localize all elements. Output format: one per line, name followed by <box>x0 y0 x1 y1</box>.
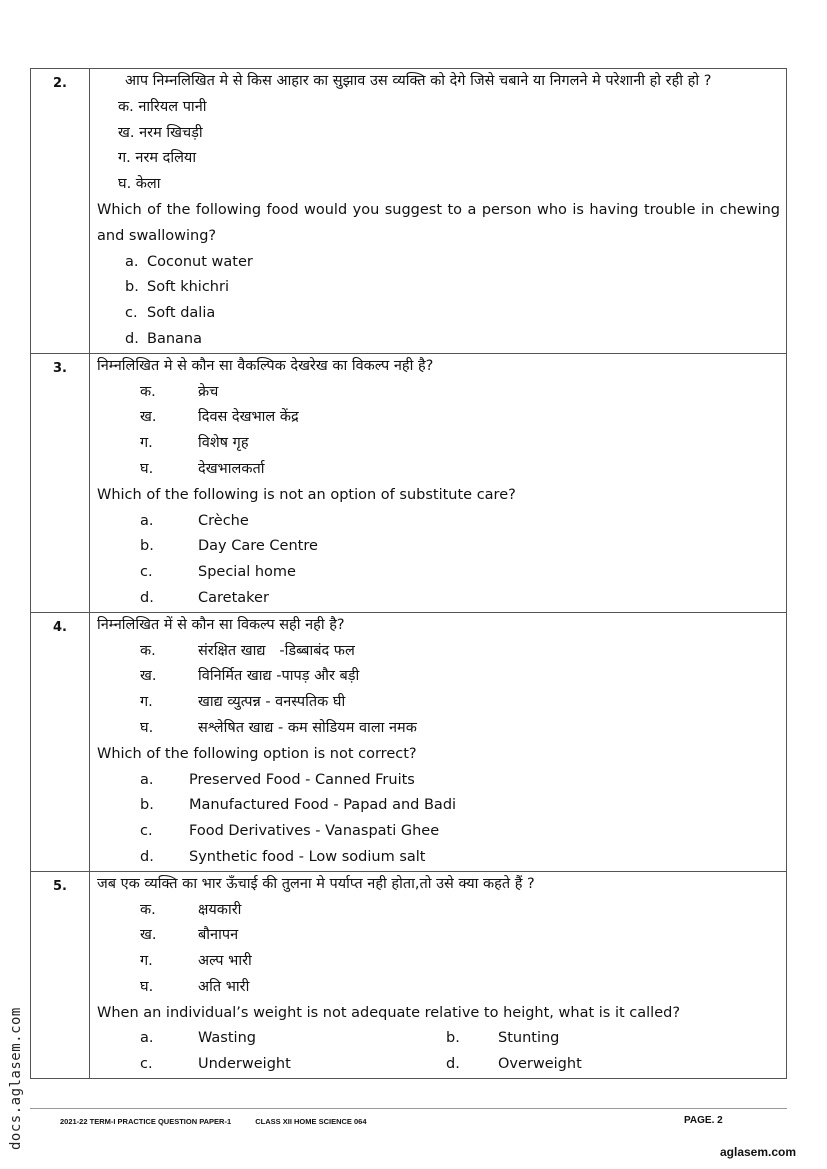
page-number: PAGE. 2 <box>684 1115 723 1126</box>
option-hi-3: ग. नरम दलिया <box>118 150 197 167</box>
question-number: 5. <box>31 871 90 1078</box>
option-en-row-1 <box>90 1026 786 1052</box>
hindi-question: निम्नलिखित मे से कौन सा वैकल्पिक देखरेख का विकल्प नही है? <box>97 357 434 374</box>
question-row <box>31 612 787 871</box>
option-hi-4: घ. देखभालकर्ता <box>140 460 265 477</box>
option-hi-3: ग. खाद्य व्युत्पन्न - वनस्पतिक घी <box>140 694 346 711</box>
option-en-d: d. Synthetic food - Low sodium salt <box>140 848 426 865</box>
footer-info <box>60 1117 389 1126</box>
option-en-c: c. Soft dalia <box>125 305 216 322</box>
option-hi-3: ग. अल्प भारी <box>140 953 252 970</box>
option-en-a: a. Preserved Food - Canned Fruits <box>140 771 415 788</box>
option-en-a: a. Crèche <box>140 512 249 529</box>
option-en-b-label: b. <box>446 1030 460 1047</box>
footer-class-subject: CLASS XII HOME SCIENCE 064 <box>255 1117 367 1126</box>
english-question: Which of the following is not an option of substitute care? <box>97 486 516 503</box>
english-question: Which of the following food would you suggest to a person who is having trouble in chewing and swallowing? <box>97 201 780 244</box>
question-number: 3. <box>31 353 90 612</box>
footer-paper: 2021-22 TERM-I PRACTICE QUESTION PAPER-1 <box>60 1117 232 1126</box>
option-en-b: b. Soft khichri <box>125 279 229 296</box>
option-en-a-text: Wasting <box>198 1030 256 1047</box>
hindi-question: आप निम्नलिखित मे से किस आहार का सुझाव उस व्यक्ति को देगे जिसे चबाने या निगलने मे परेशानी हो रही हो ? <box>125 73 712 89</box>
option-hi-4: घ. अति भारी <box>140 978 250 995</box>
question-body <box>90 353 787 612</box>
question-body <box>90 871 787 1078</box>
option-en-d-text: Overweight <box>498 1056 582 1073</box>
option-hi-1: क. क्रेच <box>140 383 219 400</box>
hindi-question: निम्नलिखित में से कौन सा विकल्प सही नही है? <box>97 616 345 633</box>
option-hi-1: क. नारियल पानी <box>118 98 207 115</box>
question-row <box>31 353 787 612</box>
option-en-b-text: Stunting <box>498 1030 560 1047</box>
side-watermark: docs.aglasem.com <box>8 1007 24 1150</box>
option-en-c: c. Special home <box>140 564 296 581</box>
option-en-c-label: c. <box>140 1056 153 1073</box>
option-hi-1: क. संरक्षित खाद्य -डिब्बाबंद फल <box>140 642 355 659</box>
option-en-a-label: a. <box>140 1030 154 1047</box>
option-hi-2: ख. दिवस देखभाल केंद्र <box>140 409 299 426</box>
option-hi-4: घ. सश्लेषित खाद्य - कम सोडियम वाला नमक <box>140 719 417 736</box>
option-en-b: b. Manufactured Food - Papad and Badi <box>140 797 457 814</box>
footer-divider <box>30 1108 787 1109</box>
question-body <box>90 612 787 871</box>
option-hi-2: ख. बौनापन <box>140 927 239 944</box>
english-question: Which of the following option is not correct? <box>97 745 417 762</box>
hindi-question: जब एक व्यक्ति का भार ऊँचाई की तुलना मे पर्याप्त नही होता,तो उसे क्या कहते हैं ? <box>97 875 535 892</box>
option-hi-4: घ. केला <box>118 176 161 193</box>
option-en-a: a. Coconut water <box>125 253 253 270</box>
question-table <box>30 68 787 1079</box>
option-hi-3: ग. विशेष गृह <box>140 435 249 452</box>
option-hi-2: ख. विनिर्मित खाद्य -पापड़ और बड़ी <box>140 668 360 685</box>
option-en-d: d. Banana <box>125 330 202 347</box>
question-number: 4. <box>31 612 90 871</box>
question-number: 2. <box>31 69 90 354</box>
option-hi-1: क. क्षयकारी <box>140 901 242 918</box>
english-question: When an individual’s weight is not adequate relative to height, what is it called? <box>97 1004 681 1021</box>
question-row <box>31 871 787 1078</box>
option-en-c-text: Underweight <box>198 1056 291 1073</box>
option-en-d: d. Caretaker <box>140 589 269 606</box>
option-hi-2: ख. नरम खिचड़ी <box>118 124 203 141</box>
option-en-b: b. Day Care Centre <box>140 538 318 555</box>
question-row <box>31 69 787 354</box>
option-en-c: c. Food Derivatives - Vanaspati Ghee <box>140 823 440 840</box>
option-en-row-2 <box>90 1052 786 1078</box>
site-name: aglasem.com <box>720 1145 797 1159</box>
question-body <box>90 69 787 354</box>
option-en-d-label: d. <box>446 1056 460 1073</box>
